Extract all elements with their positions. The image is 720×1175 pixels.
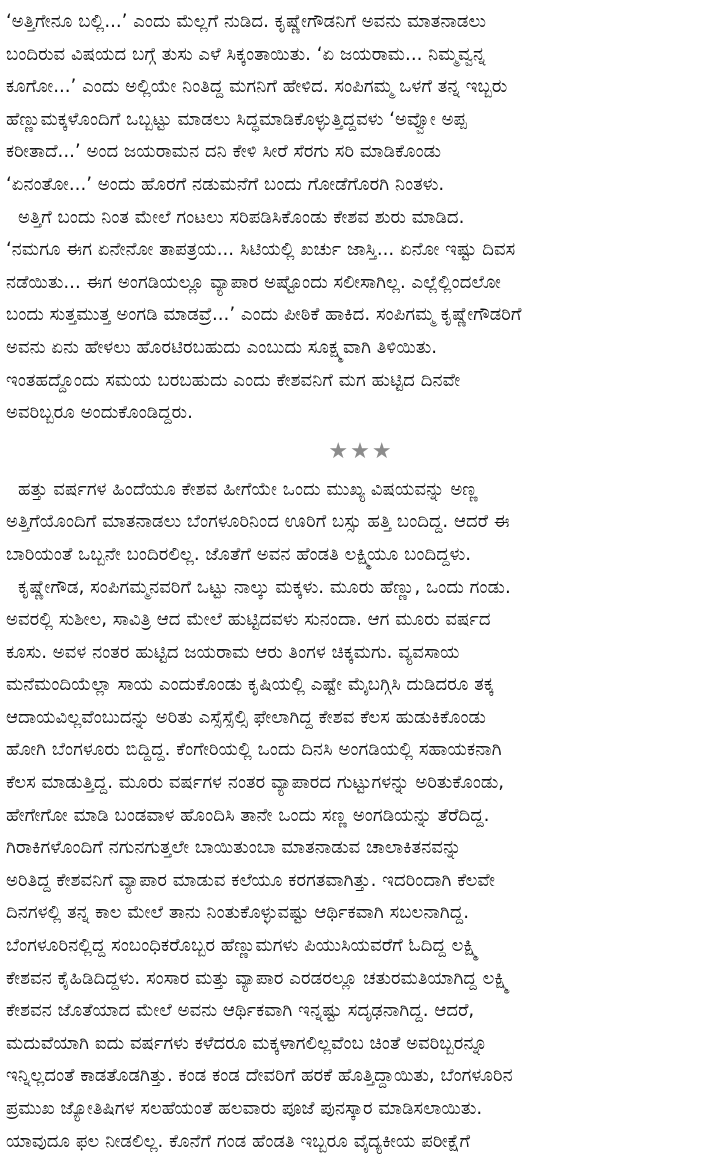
text-line: ಕರೀತಾದೆ...’ ಅಂದ ಜಯರಾಮನ ದನಿ ಕೇಳಿ ಸೀರೆ ಸೆರಗು ಸರಿ ಮಾಡಿಕೊಂಡು [6, 141, 442, 163]
paragraph [6, 202, 716, 430]
paragraph [6, 474, 716, 572]
text-line: ಬಾರಿಯಂತೆ ಒಬ್ಬನೇ ಬಂದಿರಲಿಲ್ಲ. ಜೊತೆಗೆ ಅವನ ಹೆಂಡತಿ ಲಕ್ಷ್ಮಿಯೂ ಬಂದಿದ್ದಳು. [6, 543, 472, 565]
text-line: ಬಂದು ಸುತ್ತಮುತ್ತ ಅಂಗಡಿ ಮಾಡವ್ರೆ...’ ಎಂದು ಪೀಠಿಕೆ ಹಾಕಿದ. ಸಂಪಿಗಮ್ಮ ಕೃಷ್ಣೇಗೌಡರಿಗೆ [6, 304, 522, 326]
text-line: ‘ನಮಗೂ ಈಗ ಏನೇನೋ ತಾಪತ್ರಯ... ಸಿಟಿಯಲ್ಲಿ ಖರ್ಚು ಜಾಸ್ತಿ... ಏನೋ ಇಷ್ಟು ದಿವಸ [6, 239, 516, 261]
text-line: ಅವನು ಏನು ಹೇಳಲು ಹೊರಟಿರಬಹುದು ಎಂಬುದು ಸೂಕ್ಷ್ಮವಾಗಿ ತಿಳಿಯಿತು. [6, 336, 438, 358]
text-line: ಮದುವೆಯಾಗಿ ಐದು ವರ್ಷಗಳು ಕಳೆದರೂ ಮಕ್ಕಳಾಗಲಿಲ್ಲವೆಂಬ ಚಿಂತೆ ಅವರಿಬ್ಬರನ್ನೂ [6, 1032, 488, 1054]
text-line: ಯಾವುದೂ ಫಲ ನೀಡಲಿಲ್ಲ. ಕೊನೆಗೆ ಗಂಡ ಹೆಂಡತಿ ಇಬ್ಬರೂ ವೈದ್ಯಕೀಯ ಪರೀಕ್ಷೆಗೆ [6, 1130, 471, 1152]
text-line: ಮನೆಮಂದಿಯೆಲ್ಲಾ ಸಾಯ ಎಂದುಕೊಂಡು ಕೃಷಿಯಲ್ಲಿ ಎಷ್ಟೇ ಮೈಬಗ್ಗಿಸಿ ದುಡಿದರೂ ತಕ್ಕ [6, 674, 494, 696]
text-line: ಬೆಂಗಳೂರಿನಲ್ಲಿದ್ದ ಸಂಬಂಧಿಕರೊಬ್ಬರ ಹೆಣ್ಣುಮಗಳು ಪಿಯುಸಿಯವರೆಗೆ ಓದಿದ್ದ ಲಕ್ಷ್ಮಿ [6, 935, 479, 957]
text-line: ಕೃಷ್ಣೇಗೌಡ, ಸಂಪಿಗಮ್ಮನವರಿಗೆ ಒಟ್ಟು ನಾಲ್ಕು ಮಕ್ಕಳು. ಮೂರು ಹೆಣ್ಣು, ಒಂದು ಗಂಡು. [18, 576, 511, 598]
text-line: ಹೋಗಿ ಬೆಂಗಳೂರು ಬಿದ್ದಿದ್ದ. ಕೆಂಗೇರಿಯಲ್ಲಿ ಒಂದು ದಿನಸಿ ಅಂಗಡಿಯಲ್ಲಿ ಸಹಾಯಕನಾಗಿ [6, 739, 502, 761]
text-line: ಬಂದಿರುವ ವಿಷಯದ ಬಗ್ಗೆ ತುಸು ಎಳೆ ಸಿಕ್ಕಂತಾಯಿತು. ‘ಏ ಜಯರಾಮ... ನಿಮ್ಮವ್ವನ್ನ [6, 43, 486, 65]
text-line: ಕೇಶವನ ಕೈಹಿಡಿದಿದ್ದಳು. ಸಂಸಾರ ಮತ್ತು ವ್ಯಾಪಾರ ಎರಡರಲ್ಲೂ ಚತುರಮತಿಯಾಗಿದ್ದ ಲಕ್ಷ್ಮಿ [6, 967, 510, 989]
section-separator [6, 430, 716, 474]
text-line: ಕೂಗೋ...’ ಎಂದು ಅಲ್ಲಿಯೇ ನಿಂತಿದ್ದ ಮಗನಿಗೆ ಹೇಳಿದ. ಸಂಪಿಗಮ್ಮ ಒಳಗೆ ತನ್ನ ಇಬ್ಬರು [6, 76, 508, 98]
text-line: ‘ಏನಂತೋ...’ ಅಂದು ಹೊರಗೆ ನಡುಮನೆಗೆ ಬಂದು ಗೋಡೆಗೊರಗಿ ನಿಂತಳು. [6, 173, 445, 195]
text-line: ಅತ್ತಿಗೆಯೊಂದಿಗೆ ಮಾತನಾಡಲು ಬೆಂಗಳೂರಿನಿಂದ ಊರಿಗೆ ಬಸ್ಸು ಹತ್ತಿ ಬಂದಿದ್ದ. ಆದರೆ ಈ [6, 511, 510, 533]
text-line: ‘ಅತ್ತಿಗೇನೂ ಬಲ್ಲಿ...’ ಎಂದು ಮೆಲ್ಲಗೆ ನುಡಿದ. ಕೃಷ್ಣೇಗೌಡನಿಗೆ ಅವನು ಮಾತನಾಡಲು [6, 11, 487, 32]
text-line: ಅವರಲ್ಲಿ ಸುಶೀಲ, ಸಾವಿತ್ರಿ ಆದ ಮೇಲೆ ಹುಟ್ಟಿದವಳು ಸುನಂದಾ. ಆಗ ಮೂರು ವರ್ಷದ [6, 609, 491, 631]
text-line: ಹತ್ತು ವರ್ಷಗಳ ಹಿಂದೆಯೂ ಕೇಶವ ಹೀಗೆಯೇ ಒಂದು ಮುಖ್ಯ ವಿಷಯವನ್ನು ಅಣ್ಣ [18, 478, 478, 500]
text-line: ಅರಿತಿದ್ದ ಕೇಶವನಿಗೆ ವ್ಯಾಪಾರ ಮಾಡುವ ಕಲೆಯೂ ಕರಗತವಾಗಿತ್ತು. ಇದರಿಂದಾಗಿ ಕೆಲವೇ [6, 869, 496, 891]
text-line: ಅತ್ತಿಗೆ ಬಂದು ನಿಂತ ಮೇಲೆ ಗಂಟಲು ಸರಿಪಡಿಸಿಕೊಂಡು ಕೇಶವ ಶುರು ಮಾಡಿದ. [18, 206, 465, 228]
text-line: ಅವರಿಬ್ಬರೂ ಅಂದುಕೊಂಡಿದ್ದರು. [6, 402, 193, 424]
text-line: ಹೇಗೇಗೋ ಮಾಡಿ ಬಂಡವಾಳ ಹೊಂದಿಸಿ ತಾನೇ ಒಂದು ಸಣ್ಣ ಅಂಗಡಿಯನ್ನು ತೆರೆದಿದ್ದ. [6, 804, 490, 826]
text-line: ಪ್ರಮುಖ ಜ್ಯೋತಿಷಿಗಳ ಸಲಹೆಯಂತೆ ಹಲವಾರು ಪೂಜೆ ಪುನಸ್ಕಾರ ಮಾಡಿಸಲಾಯಿತು. [6, 1098, 483, 1119]
text-line: ಕೆಲಸ ಮಾಡುತ್ತಿದ್ದ. ಮೂರು ವರ್ಷಗಳ ನಂತರ ವ್ಯಾಪಾರದ ಗುಟ್ಟುಗಳನ್ನು ಅರಿತುಕೊಂಡು, [6, 772, 505, 794]
text-line: ದಿನಗಳಲ್ಲಿ ತನ್ನ ಕಾಲ ಮೇಲೆ ತಾನು ನಿಂತುಕೊಳ್ಳುವಷ್ಟು ಆರ್ಥಿಕವಾಗಿ ಸಬಲನಾಗಿದ್ದ. [6, 902, 469, 924]
text-line: ಕೇಶವನ ಜೊತೆಯಾದ ಮೇಲೆ ಅವನು ಆರ್ಥಿಕವಾಗಿ ಇನ್ನಷ್ಟು ಸದೃಢನಾಗಿದ್ದ. ಆದರೆ, [6, 1000, 475, 1022]
paragraph [6, 6, 716, 202]
text-line: ಕೂಸು. ಅವಳ ನಂತರ ಹುಟ್ಟಿದ ಜಯರಾಮ ಆರು ತಿಂಗಳ ಚಿಕ್ಕಮಗು. ವ್ಯವಸಾಯ [6, 641, 460, 663]
text-line: ಹೆಣ್ಣುಮಕ್ಕಳೊಂದಿಗೆ ಒಬ್ಬಟ್ಟು ಮಾಡಲು ಸಿದ್ಧಮಾಡಿಕೊಳ್ಳುತ್ತಿದ್ದವಳು ‘ಅವ್ವೋ ಅಪ್ಪ [6, 108, 467, 130]
paragraph [6, 572, 716, 1159]
star-separator-icon: ★★★ [328, 438, 394, 464]
text-line: ಇಂತಹದ್ದೊಂದು ಸಮಯ ಬರಬಹುದು ಎಂದು ಕೇಶವನಿಗೆ ಮಗ ಹುಟ್ಟಿದ ದಿನವೇ [6, 369, 461, 391]
text-line: ಇನ್ನಿಲ್ಲದಂತೆ ಕಾಡತೊಡಗಿತ್ತು. ಕಂಡ ಕಂಡ ದೇವರಿಗೆ ಹರಕೆ ಹೊತ್ತಿದ್ದಾಯಿತು, ಬೆಂಗಳೂರಿನ [6, 1065, 513, 1087]
text-line: ಗಿರಾಕಿಗಳೊಂದಿಗೆ ನಗುನಗುತ್ತಲೇ ಬಾಯಿತುಂಬಾ ಮಾತನಾಡುವ ಚಾಲಾಕಿತನವನ್ನು [6, 837, 462, 859]
text-line: ನಡೆಯಿತು... ಈಗ ಅಂಗಡಿಯಲ್ಲೂ ವ್ಯಾಪಾರ ಅಷ್ಟೊಂದು ಸಲೀಸಾಗಿಲ್ಲ. ಎಲ್ಲೆಲ್ಲಿಂದಲೋ [6, 271, 501, 293]
text-line: ಆದಾಯವಿಲ್ಲವೆಂಬುದನ್ನು ಅರಿತು ಎಸ್ಸೆಸ್ಸೆಲ್ಸಿ ಫೇಲಾಗಿದ್ದ ಕೇಶವ ಕೆಲಸ ಹುಡುಕಿಕೊಂಡು [6, 706, 486, 728]
